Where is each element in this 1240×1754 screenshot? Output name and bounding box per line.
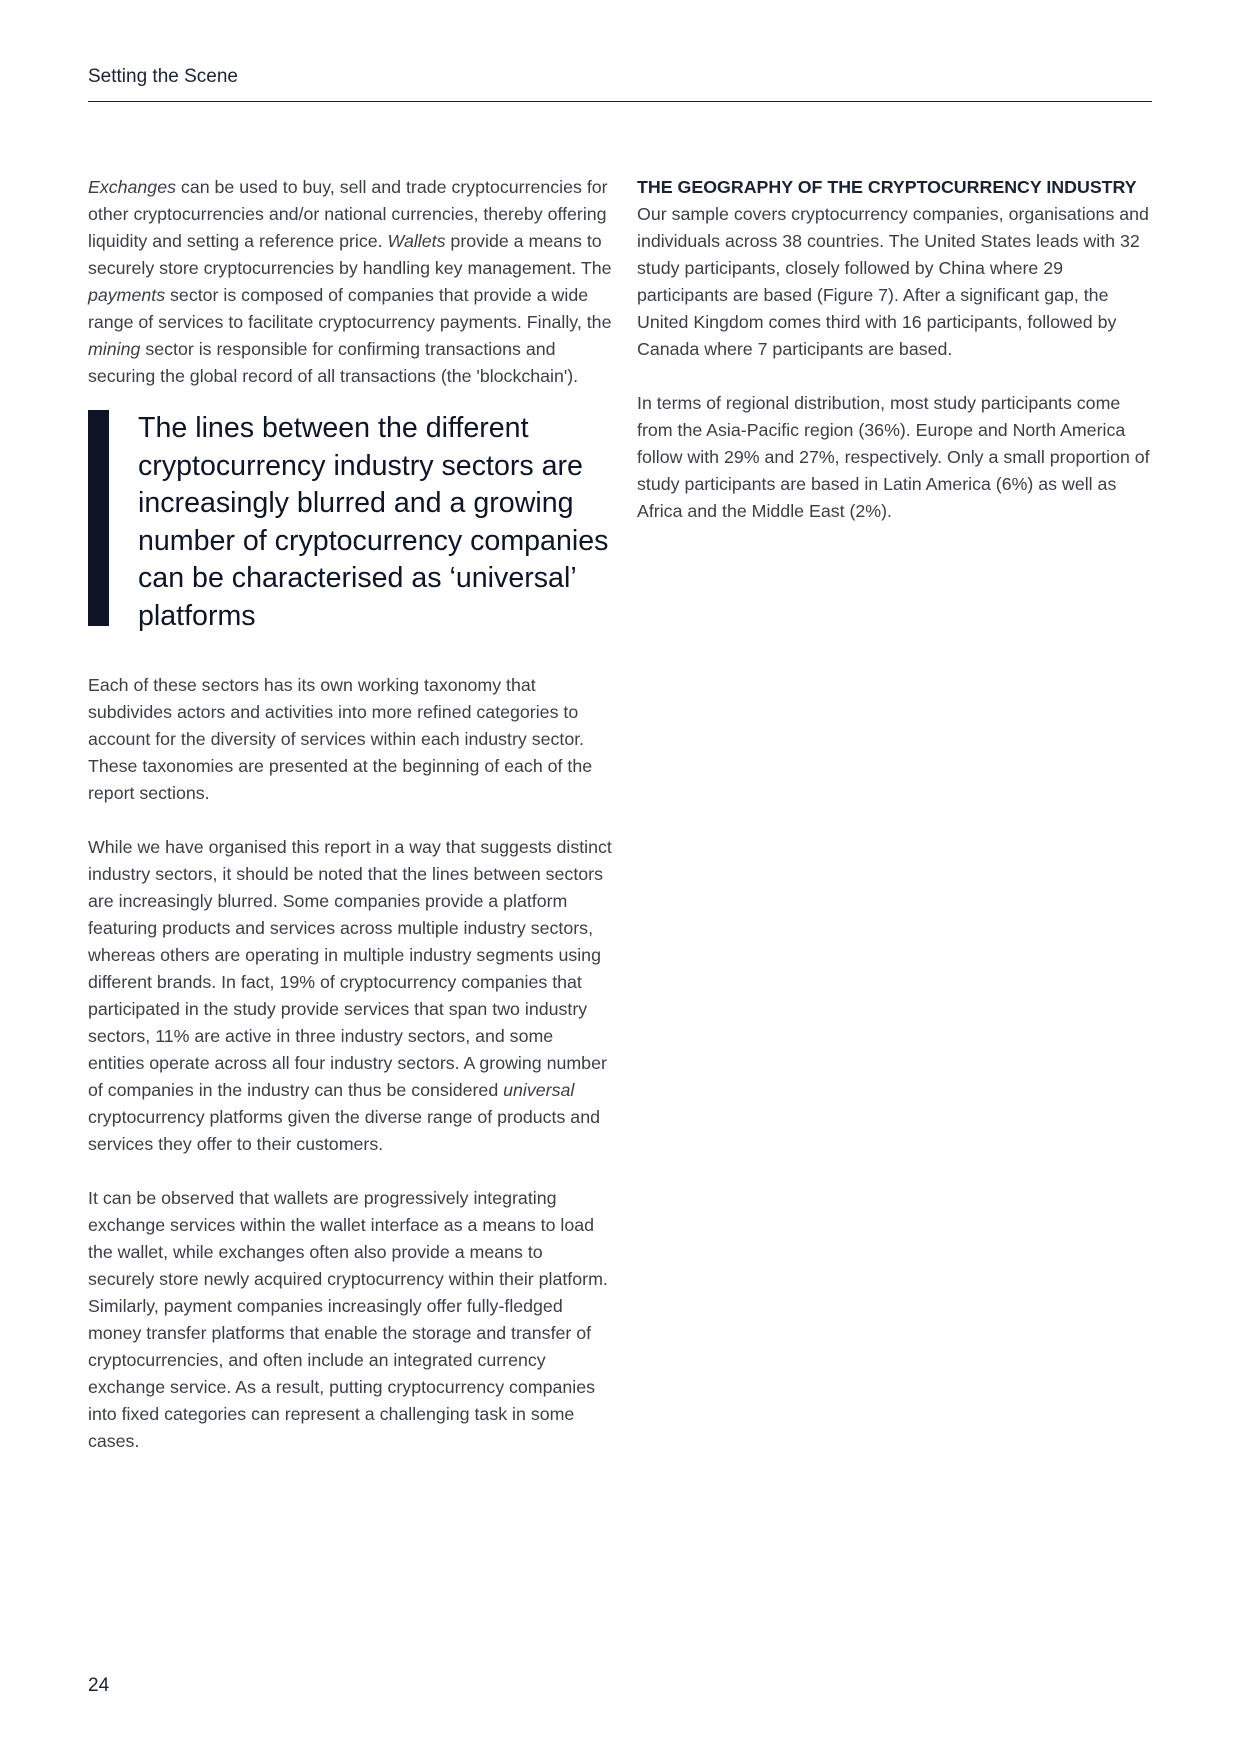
running-header: Setting the Scene xyxy=(88,66,238,87)
term-exchanges: Exchanges xyxy=(88,177,176,197)
term-wallets: Wallets xyxy=(387,231,446,251)
text-span: sector is composed of companies that provide a wide range of services to facilitate cryptocurrency payments. Finally, the xyxy=(88,285,612,332)
text-span: While we have organised this report in a way that suggests distinct industry sectors, it should be noted that the lines between sectors are increasingly blurred. Some companies provide a platform featuring products and services across multiple industry sectors, whereas others are operating in multiple industry segments using different brands. In fact, 19% of cryptocurrency companies that participated in the study provide services that span two industry sectors, 11% are active in three industry sectors, and some entities operate across all four industry sectors. A growing number of companies in the industry can thus be considered xyxy=(88,836,612,1100)
header-divider xyxy=(88,101,1152,102)
term-universal: universal xyxy=(503,1079,575,1100)
term-payments: payments xyxy=(88,285,166,305)
paragraph-sectors-intro xyxy=(88,174,613,390)
text-span: cryptocurrency platforms given the diverse range of products and services they offer to their customers. xyxy=(88,1106,600,1154)
text-span: sector is responsible for confirming transactions and securing the global record of all transactions (the 'blockchain'). xyxy=(88,339,579,386)
term-mining: mining xyxy=(88,339,141,359)
paragraph-wallet-integration: It can be observed that wallets are progressively integrating exchange services within the wallet interface as a means to load the wallet, while exchanges often also provide a means to securely store newly acquired cryptocurrency within their platform. Similarly, payment companies increasingly offer fully-fledged money transfer platforms that enable the storage and transfer of cryptocurrencies, and often include an integrated currency exchange service. As a result, putting cryptocurrency companies into fixed categories can represent a challenging task in some cases. xyxy=(88,1187,608,1451)
text-span: can be used to buy, sell and trade cryptocurrencies for other cryptocurrencies and/or national currencies, thereby offering liquidity and setting a reference price. xyxy=(88,177,608,251)
paragraph-regional-distribution: In terms of regional distribution, most study participants come from the Asia-Pacific region (36%). Europe and North America follow with 29% and 27%, respectively. Only a small proportion of study participants are based in Latin America (6%) as well as Africa and the Middle East (2%). xyxy=(637,393,1150,521)
paragraph-taxonomy: Each of these sectors has its own working taxonomy that subdivides actors and activities into more refined categories to account for the diversity of services within each industry sector. These taxonomies are presented at the beginning of each of the report sections. xyxy=(88,674,593,803)
page-number: 24 xyxy=(88,1675,110,1696)
left-column xyxy=(88,174,613,1455)
pull-quote xyxy=(88,410,613,636)
paragraph-sample-countries: Our sample covers cryptocurrency companies, organisations and individuals across 38 countries. The United States leads with 32 study participants, closely followed by China where 29 participants are based (Figure 7). After a significant gap, the United Kingdom comes third with 16 participants, followed by Canada where 7 participants are based. xyxy=(637,204,1149,359)
paragraph-blurred-sectors xyxy=(88,834,613,1158)
text-span: provide a means to securely store cryptocurrencies by handling key management. The xyxy=(88,231,612,278)
section-heading-geography: THE GEOGRAPHY OF THE CRYPTOCURRENCY INDUSTRY xyxy=(637,177,1137,197)
pull-quote-bar xyxy=(88,410,109,626)
pull-quote-text: The lines between the different cryptocurrency industry sectors are increasingly blurred and a growing number of cryptocurrency companies can be characterised as ‘universal’ platforms xyxy=(138,412,609,632)
right-column xyxy=(637,174,1157,525)
